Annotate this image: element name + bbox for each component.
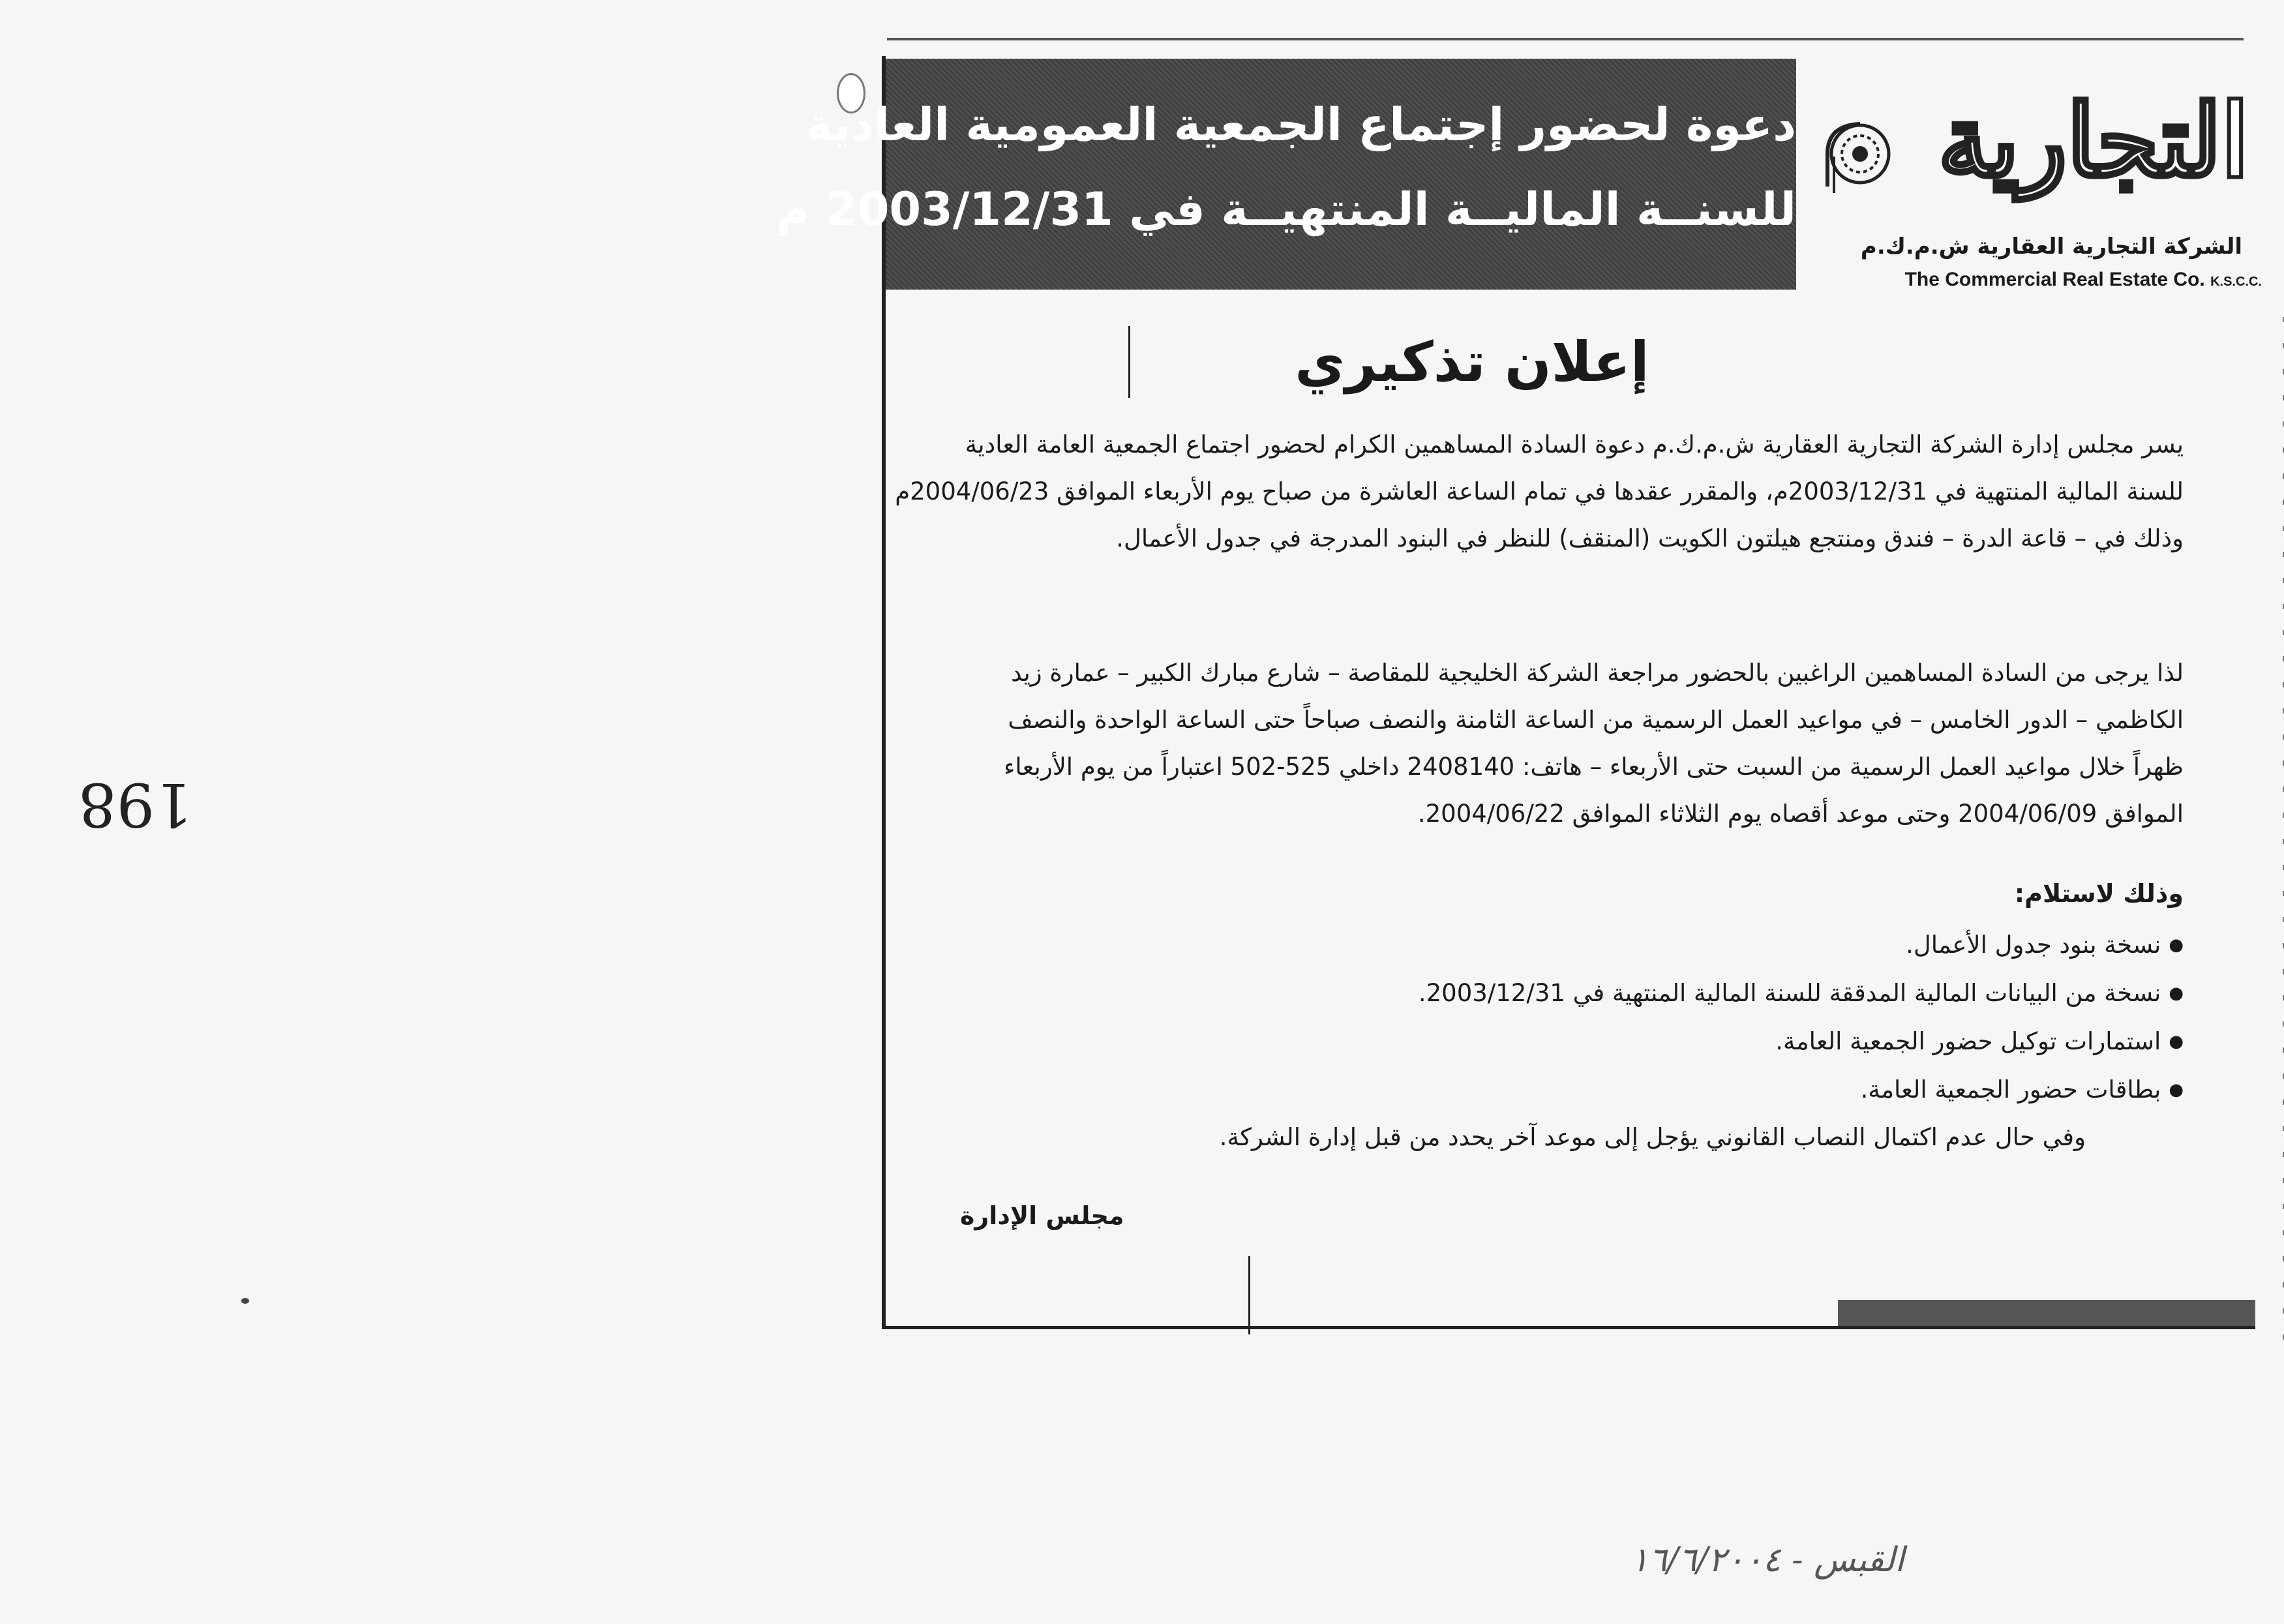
paragraph-instructions xyxy=(1004,650,2184,837)
company-logo xyxy=(1814,82,2262,297)
frame-bottom-border xyxy=(882,1326,2255,1329)
paragraph-line: الكاظمي – الدور الخامس – في مواعيد العمل الرسمية من الساعة الثامنة والنصف صباحاً حتى الساعة الواحدة والنصف xyxy=(1008,706,2184,734)
page-title xyxy=(882,330,1808,394)
list-item: ● بطاقات حضور الجمعية العامة. xyxy=(1419,1067,2184,1115)
logo-emblem-icon xyxy=(1814,115,1906,200)
header-band xyxy=(776,59,1796,290)
list-heading: وذلك لاستلام: xyxy=(2014,879,2184,908)
list-item: ● استمارات توكيل حضور الجمعية العامة. xyxy=(1419,1019,2184,1067)
header-line-2: للسنــة الماليــة المنتهيــة في 2003/12/31 م xyxy=(776,183,1796,236)
paragraph-line: للسنة المالية المنتهية في 2003/12/31م، والمقرر عقدها في تمام الساعة العاشرة من صباح يوم الأربعاء الموافق 2004/06/23م xyxy=(895,477,2184,505)
margin-page-number: 198 xyxy=(78,770,193,839)
top-rule xyxy=(887,38,2244,40)
signature: مجلس الإدارة xyxy=(960,1201,1124,1230)
logo-arabic-name: الشركة التجارية العقارية ش.م.ك.م xyxy=(1860,233,2242,260)
paragraph-line: لذا يرجى من السادة المساهمين الراغبين بالحضور مراجعة الشركة الخليجية للمقاصة – شارع مبارك الكبير – عمارة زيد xyxy=(1011,659,2184,687)
documents-list xyxy=(1419,922,2184,1115)
bottom-grey-bar xyxy=(1838,1300,2255,1326)
logo-english-suffix: K.S.C.C. xyxy=(2210,275,2262,289)
handwritten-source-date: القبس - ١٦/٦/٢٠٠٤ xyxy=(1630,1541,1904,1580)
paragraph-line: وذلك في – قاعة الدرة – فندق ومنتجع هيلتون الكويت (المنقف) للنظر في البنود المدرجة في جدول الأعمال. xyxy=(1116,524,2184,552)
title-text: إعلان تذكيري xyxy=(1295,330,1649,394)
paragraph-line: الموافق 2004/06/09 وحتى موعد أقصاه يوم الثلاثاء الموافق 2004/06/22. xyxy=(1417,800,2184,828)
list-item: ● نسخة من البيانات المالية المدققة للسنة المالية المنتهية في 2003/12/31. xyxy=(1419,970,2184,1019)
logo-wordmark: التجارية xyxy=(1938,82,2249,199)
logo-english-name xyxy=(1905,269,2262,291)
paragraph-line: ظهراً خلال مواعيد العمل الرسمية من السبت حتى الأربعاء – هاتف: 2408140 داخلي 525-502 اعتباراً من يوم الأربعاء xyxy=(1004,753,2184,781)
paragraph-invitation xyxy=(895,421,2184,562)
pen-mark xyxy=(1248,1256,1250,1334)
closing-note: وفي حال عدم اكتمال النصاب القانوني يؤجل إلى موعد آخر يحدد من قبل إدارة الشركة. xyxy=(1219,1123,2086,1151)
header-line-1: دعوة لحضور إجتماع الجمعية العمومية العادية xyxy=(805,98,1796,151)
scan-speck xyxy=(241,1298,249,1304)
paragraph-line: يسر مجلس إدارة الشركة التجارية العقارية ش.م.ك.م دعوة السادة المساهمين الكرام لحضور اجتماع الجمعية العامة العادية xyxy=(965,430,2184,459)
announcement-frame xyxy=(776,56,2262,1329)
logo-english-main: The Commercial Real Estate Co. xyxy=(1904,269,2205,290)
list-item: ● نسخة بنود جدول الأعمال. xyxy=(1419,922,2184,970)
